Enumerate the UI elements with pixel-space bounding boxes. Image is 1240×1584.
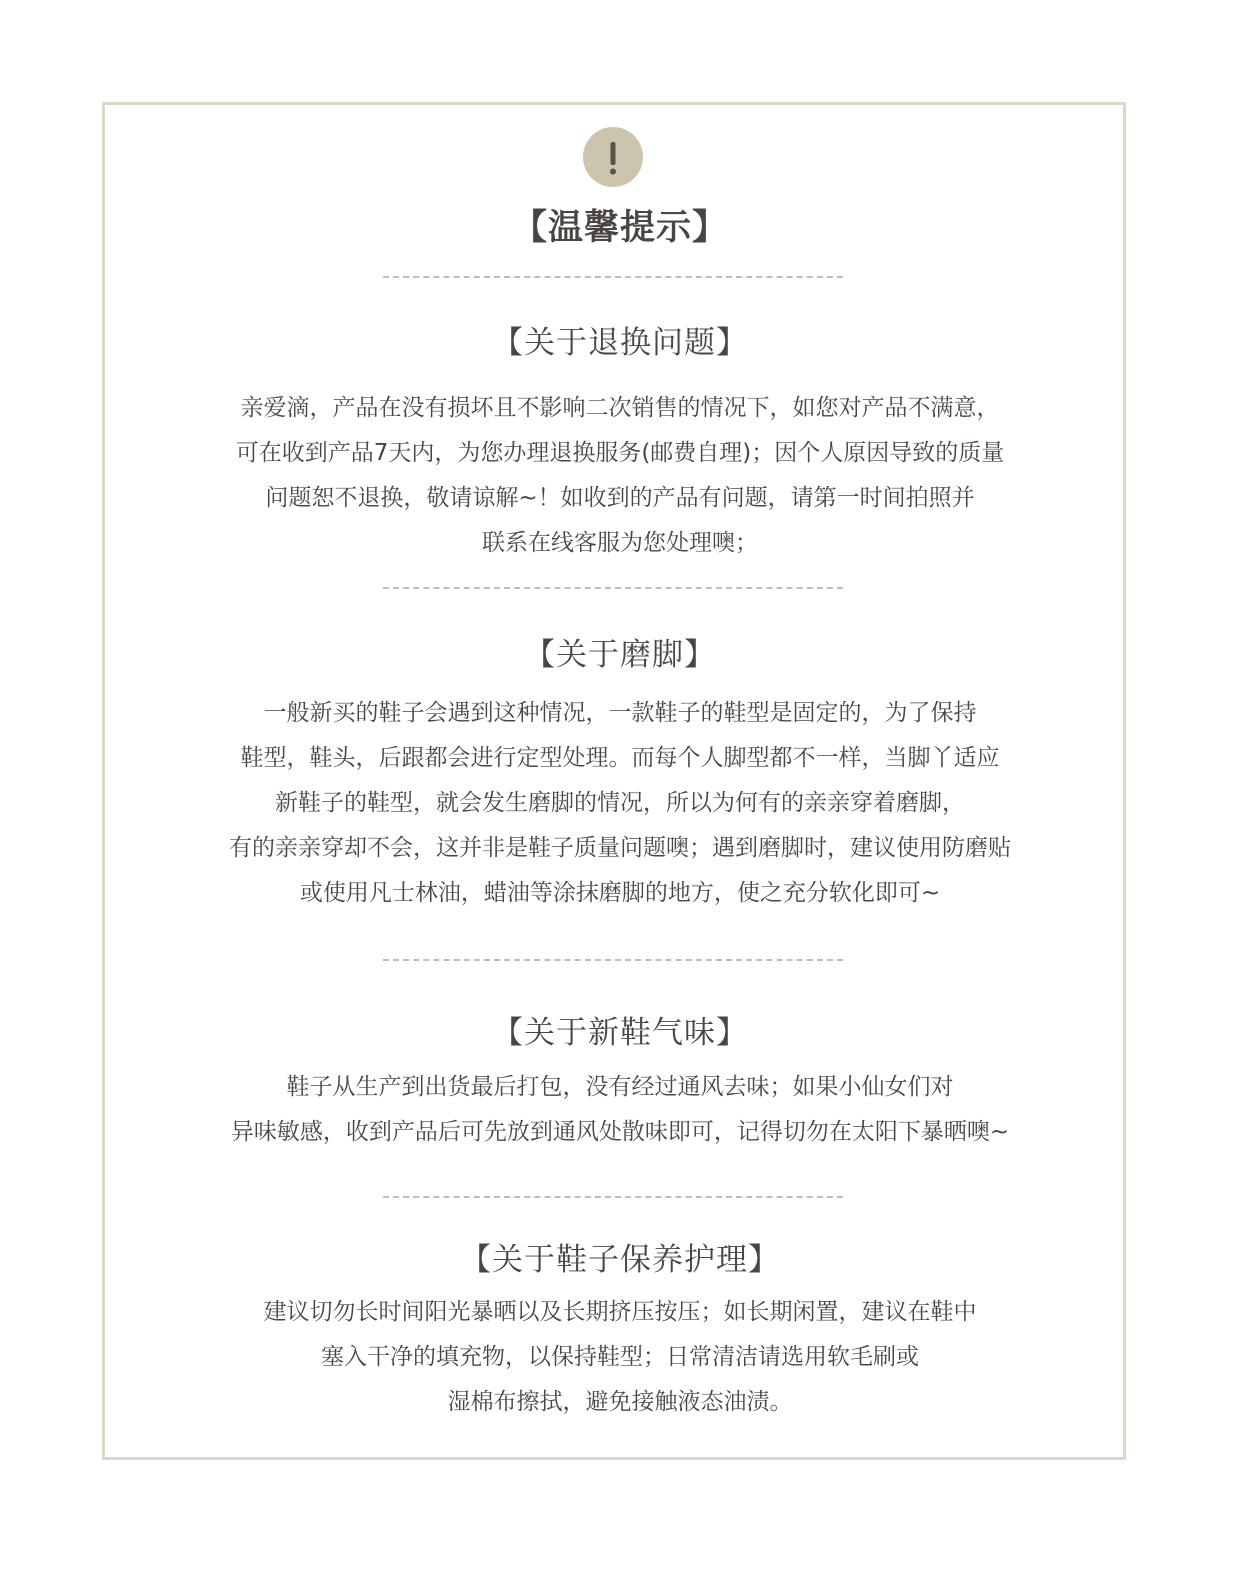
text-line: 有的亲亲穿却不会，这并非是鞋子质量问题噢；遇到磨脚时，建议使用防磨贴 [229,835,1011,861]
text-line: 湿棉布擦拭，避免接触液态油渍。 [447,1389,793,1415]
text-line: 或使用凡士林油，蜡油等涂抹磨脚的地方，使之充分软化即可~ [299,880,941,906]
section-title-care: 【关于鞋子保养护理】 [460,1242,780,1278]
text-line: 一般新买的鞋子会遇到这种情况，一款鞋子的鞋型是固定的，为了保持 [263,700,977,726]
text-line: 鞋型，鞋头，后跟都会进行定型处理。而每个人脚型都不一样，当脚丫适应 [240,745,1000,771]
text-line: 亲爱滴，产品在没有损坏且不影响二次销售的情况下，如您对产品不满意， [240,395,1000,421]
text-line: 异味敏感，收到产品后可先放到通风处散味即可，记得切勿在太阳下暴晒噢~ [230,1119,1010,1145]
section-title-odor: 【关于新鞋气味】 [492,1015,748,1051]
text-line: 塞入干净的填充物，以保持鞋型；日常清洁请选用软毛刷或 [321,1344,919,1370]
section-title-returns: 【关于退换问题】 [492,325,748,361]
divider [383,1196,843,1198]
section-text-odor [150,1065,1090,1155]
text-line: 联系在线客服为您处理噢； [482,530,758,556]
text-line: 可在收到产品7天内，为您办理退换服务(邮费自理)；因个人原因导致的质量 [235,440,1005,466]
section-text-care [150,1290,1090,1425]
section-text-chafing [150,691,1090,916]
text-line: 新鞋子的鞋型，就会发生磨脚的情况，所以为何有的亲亲穿着磨脚， [275,790,965,816]
divider [383,276,843,278]
text-line: 建议切勿长时间阳光暴晒以及长期挤压按压；如长期闲置，建议在鞋中 [263,1299,977,1325]
text-line: 问题恕不退换，敬请谅解~！如收到的产品有问题，请第一时间拍照并 [265,485,975,511]
exclamation-icon [583,127,643,187]
divider [383,959,843,961]
page-title: 【温馨提示】 [511,208,728,248]
text-line: 鞋子从生产到出货最后打包，没有经过通风去味；如果小仙女们对 [286,1074,954,1100]
divider [383,587,843,589]
section-text-returns [150,386,1090,566]
section-title-chafing: 【关于磨脚】 [524,637,716,673]
